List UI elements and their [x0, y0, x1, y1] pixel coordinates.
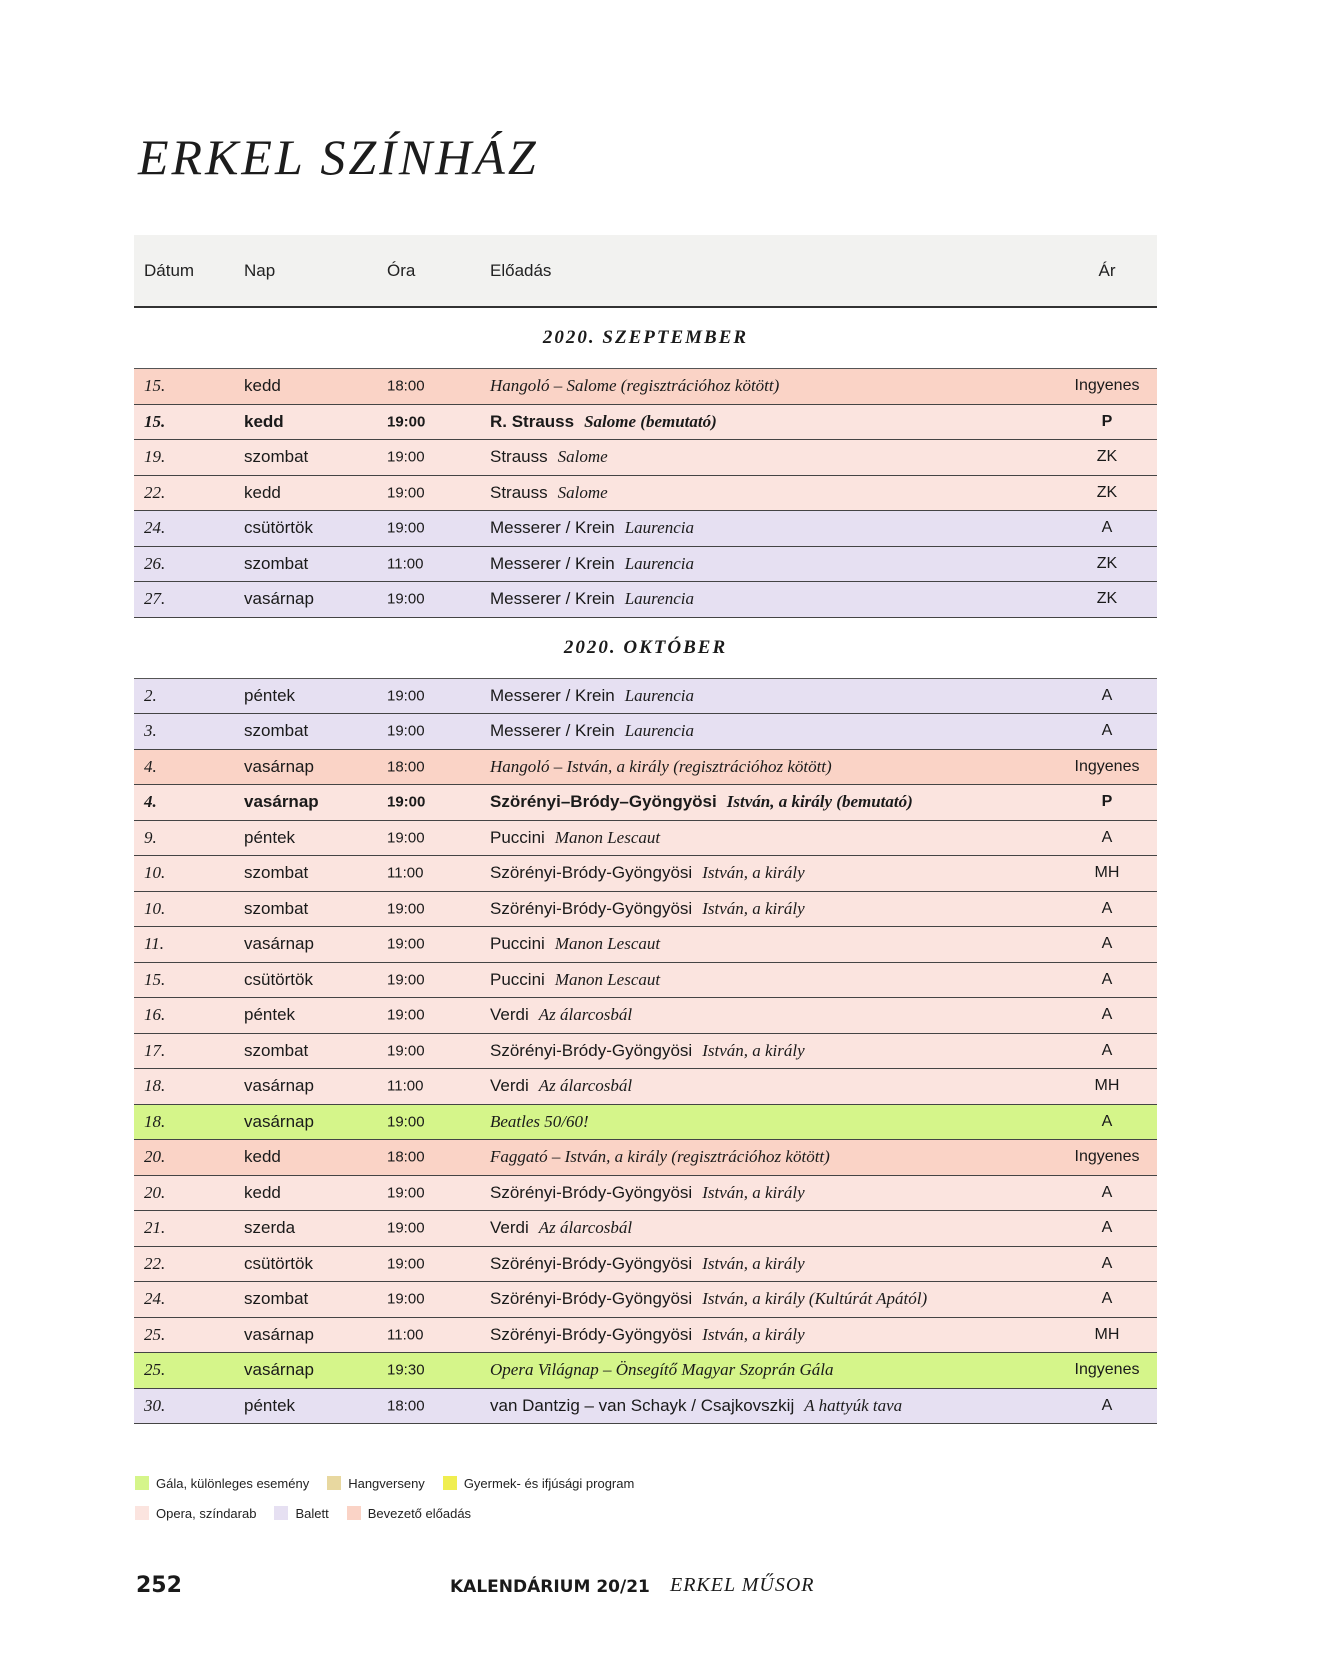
- table-row: [134, 1353, 1157, 1389]
- cell-show: [490, 1076, 632, 1096]
- cell-show: [490, 828, 660, 848]
- cell-price: ZK: [1096, 483, 1118, 501]
- cell-price: MH: [1094, 1325, 1120, 1343]
- cell-composer: Szörényi-Bródy-Gyöngyösi: [490, 1040, 693, 1060]
- cell-show: [490, 934, 660, 954]
- cell-work: István, a király: [702, 863, 805, 883]
- cell-work: Az álarcosbál: [538, 1005, 633, 1025]
- cell-time: 19:00: [387, 590, 425, 608]
- cell-date: 16.: [144, 1005, 166, 1025]
- legend-label: Gyermek- és ifjúsági program: [463, 1475, 635, 1491]
- cell-day: csütörtök: [244, 1253, 313, 1273]
- cell-composer: R. Strauss: [490, 411, 575, 431]
- table-row: [134, 679, 1157, 715]
- cell-day: csütörtök: [244, 518, 313, 538]
- cell-show: [490, 899, 805, 919]
- table-row: [134, 714, 1157, 750]
- table-row: [134, 405, 1157, 441]
- legend-row: [135, 1498, 652, 1528]
- cell-time: 11:00: [387, 1326, 424, 1344]
- cell-price: A: [1101, 519, 1113, 537]
- table-row: [134, 750, 1157, 786]
- cell-composer: Messerer / Krein: [490, 589, 615, 609]
- cell-show: [490, 1289, 927, 1309]
- table-header: [134, 235, 1157, 308]
- cell-composer: Szörényi-Bródy-Gyöngyösi: [490, 898, 693, 918]
- cell-time: 19:00: [387, 687, 425, 705]
- cell-time: 19:00: [387, 900, 425, 918]
- table-row: [134, 1176, 1157, 1212]
- cell-work: A hattyúk tava: [804, 1395, 903, 1415]
- cell-show: [490, 1360, 833, 1380]
- schedule-table: [134, 235, 1157, 1424]
- cell-price: ZK: [1096, 590, 1118, 608]
- cell-composer: Szörényi-Bródy-Gyöngyösi: [490, 1289, 693, 1309]
- cell-work: Salome: [557, 482, 608, 502]
- cell-date: 26.: [144, 553, 166, 573]
- cell-composer: van Dantzig – van Schayk / Csajkovszkij: [490, 1395, 795, 1415]
- legend-swatch: [347, 1506, 361, 1520]
- cell-composer: Szörényi–Bródy–Gyöngyösi: [490, 792, 717, 812]
- cell-date: 19.: [144, 447, 166, 467]
- legend-swatch: [327, 1476, 341, 1490]
- cell-work: István, a király: [702, 1182, 805, 1202]
- cell-date: 3.: [144, 721, 157, 741]
- cell-day: szombat: [244, 553, 309, 573]
- legend-item: [347, 1506, 471, 1521]
- cell-price: A: [1101, 1041, 1113, 1059]
- cell-composer: Puccini: [490, 934, 545, 954]
- cell-price: MH: [1094, 1077, 1120, 1095]
- cell-work: István, a király: [702, 898, 805, 918]
- table-row: [134, 1140, 1157, 1176]
- header-show: Előadás: [490, 260, 552, 280]
- cell-time: 19:30: [387, 1361, 425, 1379]
- cell-day: péntek: [244, 685, 296, 705]
- page-title: ERKEL SZÍNHÁZ: [138, 129, 539, 185]
- cell-day: péntek: [244, 827, 296, 847]
- cell-show: [490, 518, 694, 538]
- cell-day: kedd: [244, 411, 284, 431]
- table-row: [134, 511, 1157, 547]
- legend-item: [135, 1476, 309, 1491]
- table-row: [134, 582, 1157, 618]
- cell-day: vasárnap: [244, 589, 314, 609]
- cell-composer: Szörényi-Bródy-Gyöngyösi: [490, 1182, 693, 1202]
- cell-price: A: [1101, 1219, 1113, 1237]
- cell-time: 11:00: [387, 1077, 424, 1095]
- cell-time: 19:00: [387, 484, 425, 502]
- cell-day: kedd: [244, 1147, 281, 1167]
- table-row: [134, 1105, 1157, 1141]
- cell-time: 18:00: [387, 758, 425, 776]
- cell-date: 22.: [144, 1253, 166, 1273]
- cell-date: 11.: [144, 934, 164, 954]
- header-date: Dátum: [144, 260, 195, 280]
- cell-price: A: [1101, 970, 1113, 988]
- cell-date: 22.: [144, 482, 166, 502]
- table-row: [134, 476, 1157, 512]
- legend-item: [327, 1476, 425, 1491]
- cell-show: [490, 1041, 805, 1061]
- table-row: [134, 1282, 1157, 1318]
- cell-show: [490, 1218, 632, 1238]
- cell-day: szombat: [244, 447, 309, 467]
- cell-date: 20.: [144, 1182, 166, 1202]
- cell-show: [490, 1112, 589, 1132]
- cell-day: szombat: [244, 1289, 309, 1309]
- cell-day: vasárnap: [244, 934, 314, 954]
- cell-work: Salome (bemutató): [584, 411, 717, 431]
- cell-work: István, a király: [702, 1324, 805, 1344]
- cell-composer: Strauss: [490, 482, 548, 502]
- cell-show: [490, 792, 913, 812]
- cell-composer: Messerer / Krein: [490, 518, 615, 538]
- cell-day: péntek: [244, 1005, 296, 1025]
- cell-time: 19:00: [387, 1184, 425, 1202]
- cell-work: Laurencia: [624, 553, 694, 573]
- cell-time: 19:00: [387, 1113, 425, 1131]
- cell-work: Manon Lescaut: [554, 969, 661, 989]
- legend-label: Bevezető előadás: [367, 1505, 472, 1521]
- legend-swatch: [135, 1476, 149, 1490]
- cell-show: [490, 970, 660, 990]
- table-row: [134, 821, 1157, 857]
- cell-work: Hangoló – Salome (regisztrációhoz kötött): [490, 376, 780, 396]
- cell-work: Opera Világnap – Önsegítő Magyar Szoprán Gála: [490, 1360, 834, 1380]
- cell-time: 19:00: [387, 722, 425, 740]
- legend-swatch: [443, 1476, 457, 1490]
- table-row: [134, 547, 1157, 583]
- cell-show: [490, 863, 805, 883]
- cell-date: 24.: [144, 1289, 166, 1309]
- cell-date: 18.: [144, 1076, 166, 1096]
- cell-time: 19:00: [387, 935, 425, 953]
- table-row: [134, 1069, 1157, 1105]
- cell-show: [490, 1147, 830, 1167]
- cell-time: 19:00: [387, 1006, 425, 1024]
- cell-work: Laurencia: [624, 685, 694, 705]
- cell-time: 11:00: [387, 864, 424, 882]
- legend-swatch: [135, 1506, 149, 1520]
- cell-work: Az álarcosbál: [538, 1076, 633, 1096]
- legend-row: [135, 1468, 652, 1498]
- cell-date: 10.: [144, 898, 166, 918]
- cell-day: szerda: [244, 1218, 296, 1238]
- cell-work: István, a király (Kultúrát Apától): [702, 1289, 928, 1309]
- cell-date: 4.: [144, 756, 157, 776]
- cell-work: Salome: [557, 447, 608, 467]
- cell-date: 21.: [144, 1218, 166, 1238]
- cell-work: István, a király (bemutató): [726, 792, 913, 812]
- legend-item: [274, 1506, 328, 1521]
- cell-composer: Verdi: [490, 1218, 529, 1238]
- cell-day: csütörtök: [244, 969, 313, 989]
- cell-price: A: [1101, 686, 1113, 704]
- cell-date: 17.: [144, 1040, 166, 1060]
- cell-price: A: [1101, 1290, 1113, 1308]
- cell-work: Manon Lescaut: [554, 934, 661, 954]
- cell-show: [490, 447, 608, 467]
- cell-show: [490, 412, 717, 432]
- cell-time: 18:00: [387, 377, 425, 395]
- cell-composer: Messerer / Krein: [490, 553, 615, 573]
- table-body: [134, 308, 1157, 1424]
- cell-work: Laurencia: [624, 721, 694, 741]
- cell-work: István, a király: [702, 1040, 805, 1060]
- cell-time: 19:00: [387, 1042, 425, 1060]
- cell-show: [490, 1396, 902, 1416]
- header-day: Nap: [244, 260, 276, 280]
- header-time: Óra: [387, 260, 416, 280]
- cell-composer: Verdi: [490, 1076, 529, 1096]
- cell-day: kedd: [244, 1182, 281, 1202]
- cell-price: ZK: [1096, 448, 1118, 466]
- section-name: ERKEL MŰSOR: [670, 1574, 815, 1596]
- table-row: [134, 1211, 1157, 1247]
- table-row: [134, 785, 1157, 821]
- cell-composer: Puccini: [490, 969, 545, 989]
- cell-show: [490, 757, 832, 777]
- cell-day: szombat: [244, 721, 309, 741]
- cell-show: [490, 1183, 805, 1203]
- cell-time: 11:00: [387, 555, 424, 573]
- legend-item: [443, 1476, 635, 1491]
- cell-day: vasárnap: [244, 1076, 314, 1096]
- cell-date: 30.: [144, 1395, 166, 1415]
- cell-composer: Verdi: [490, 1005, 529, 1025]
- cell-composer: Messerer / Krein: [490, 721, 615, 741]
- cell-day: vasárnap: [244, 792, 319, 812]
- legend-label: Balett: [295, 1505, 329, 1521]
- cell-price: Ingyenes: [1074, 757, 1140, 775]
- table-row: [134, 1389, 1157, 1425]
- cell-work: Laurencia: [624, 518, 694, 538]
- cell-date: 25.: [144, 1324, 166, 1344]
- month-heading: 2020. OKTÓBER: [134, 618, 1157, 679]
- header-price: Ár: [1098, 260, 1116, 280]
- cell-date: 20.: [144, 1147, 166, 1167]
- cell-day: kedd: [244, 376, 281, 396]
- cell-price: ZK: [1096, 554, 1118, 572]
- month-heading: 2020. SZEPTEMBER: [134, 308, 1157, 369]
- cell-price: P: [1101, 412, 1113, 430]
- cell-time: 19:00: [387, 448, 425, 466]
- cell-day: vasárnap: [244, 1360, 314, 1380]
- cell-date: 24.: [144, 518, 166, 538]
- cell-time: 19:00: [387, 413, 426, 431]
- cell-show: [490, 376, 779, 396]
- cell-show: [490, 721, 694, 741]
- cell-price: A: [1101, 1396, 1113, 1414]
- cell-date: 10.: [144, 863, 166, 883]
- cell-work: Beatles 50/60!: [490, 1111, 589, 1131]
- cell-day: vasárnap: [244, 1324, 314, 1344]
- cell-work: Az álarcosbál: [538, 1218, 633, 1238]
- cell-work: Manon Lescaut: [554, 827, 661, 847]
- cell-show: [490, 1325, 805, 1345]
- cell-time: 19:00: [387, 829, 425, 847]
- cell-show: [490, 1005, 632, 1025]
- cell-show: [490, 483, 608, 503]
- table-row: [134, 998, 1157, 1034]
- cell-composer: Szörényi-Bródy-Gyöngyösi: [490, 863, 693, 883]
- cell-price: Ingyenes: [1074, 1361, 1140, 1379]
- cell-date: 2.: [144, 685, 157, 705]
- cell-date: 18.: [144, 1111, 166, 1131]
- cell-day: szombat: [244, 1040, 309, 1060]
- legend-label: Gála, különleges esemény: [156, 1475, 310, 1491]
- cell-time: 19:00: [387, 971, 425, 989]
- cell-date: 9.: [144, 827, 157, 847]
- cell-day: vasárnap: [244, 1111, 314, 1131]
- table-row: [134, 963, 1157, 999]
- table-row: [134, 892, 1157, 928]
- cell-price: A: [1101, 828, 1113, 846]
- cell-composer: Messerer / Krein: [490, 685, 615, 705]
- cell-work: Hangoló – István, a király (regisztrációhoz kötött): [490, 756, 832, 776]
- cell-day: kedd: [244, 482, 281, 502]
- cell-date: 25.: [144, 1360, 166, 1380]
- page-number: 252: [136, 1573, 182, 1598]
- table-row: [134, 927, 1157, 963]
- cell-price: P: [1101, 793, 1113, 811]
- cell-price: Ingyenes: [1074, 1148, 1140, 1166]
- cell-time: 19:00: [387, 793, 426, 811]
- cell-time: 19:00: [387, 1290, 425, 1308]
- table-row: [134, 369, 1157, 405]
- cell-date: 27.: [144, 589, 166, 609]
- cell-date: 15.: [144, 969, 166, 989]
- table-row: [134, 856, 1157, 892]
- table-row: [134, 1034, 1157, 1070]
- cell-show: [490, 686, 694, 706]
- cell-composer: Strauss: [490, 447, 548, 467]
- legend-swatch: [274, 1506, 288, 1520]
- cell-price: A: [1101, 935, 1113, 953]
- cell-show: [490, 1254, 805, 1274]
- cell-work: Faggató – István, a király (regisztrációhoz kötött): [490, 1147, 830, 1167]
- cell-price: A: [1101, 1006, 1113, 1024]
- cell-price: A: [1101, 899, 1113, 917]
- cell-time: 19:00: [387, 519, 425, 537]
- cell-work: István, a király: [702, 1253, 805, 1273]
- cell-price: A: [1101, 1112, 1113, 1130]
- legend-label: Hangverseny: [348, 1475, 425, 1491]
- cell-price: A: [1101, 722, 1113, 740]
- legend-label: Opera, színdarab: [156, 1505, 257, 1521]
- cell-time: 19:00: [387, 1255, 425, 1273]
- cell-day: vasárnap: [244, 756, 314, 776]
- table-row: [134, 1318, 1157, 1354]
- cell-price: A: [1101, 1254, 1113, 1272]
- cell-time: 19:00: [387, 1219, 425, 1237]
- cell-date: 4.: [144, 792, 157, 812]
- cell-price: A: [1101, 1183, 1113, 1201]
- cell-price: Ingyenes: [1074, 377, 1140, 395]
- cell-time: 18:00: [387, 1397, 425, 1415]
- cell-date: 15.: [144, 411, 166, 431]
- cell-work: Laurencia: [624, 589, 694, 609]
- table-row: [134, 1247, 1157, 1283]
- cell-date: 15.: [144, 376, 166, 396]
- cell-price: MH: [1094, 864, 1120, 882]
- cell-show: [490, 554, 694, 574]
- legend-item: [135, 1506, 256, 1521]
- cell-day: szombat: [244, 898, 309, 918]
- legend: [135, 1468, 652, 1528]
- publication-name: KALENDÁRIUM 20/21: [450, 1577, 650, 1597]
- cell-time: 18:00: [387, 1148, 425, 1166]
- cell-day: péntek: [244, 1395, 296, 1415]
- cell-day: szombat: [244, 863, 309, 883]
- cell-show: [490, 589, 694, 609]
- cell-composer: Szörényi-Bródy-Gyöngyösi: [490, 1324, 693, 1344]
- cell-composer: Puccini: [490, 827, 545, 847]
- table-row: [134, 440, 1157, 476]
- cell-composer: Szörényi-Bródy-Gyöngyösi: [490, 1253, 693, 1273]
